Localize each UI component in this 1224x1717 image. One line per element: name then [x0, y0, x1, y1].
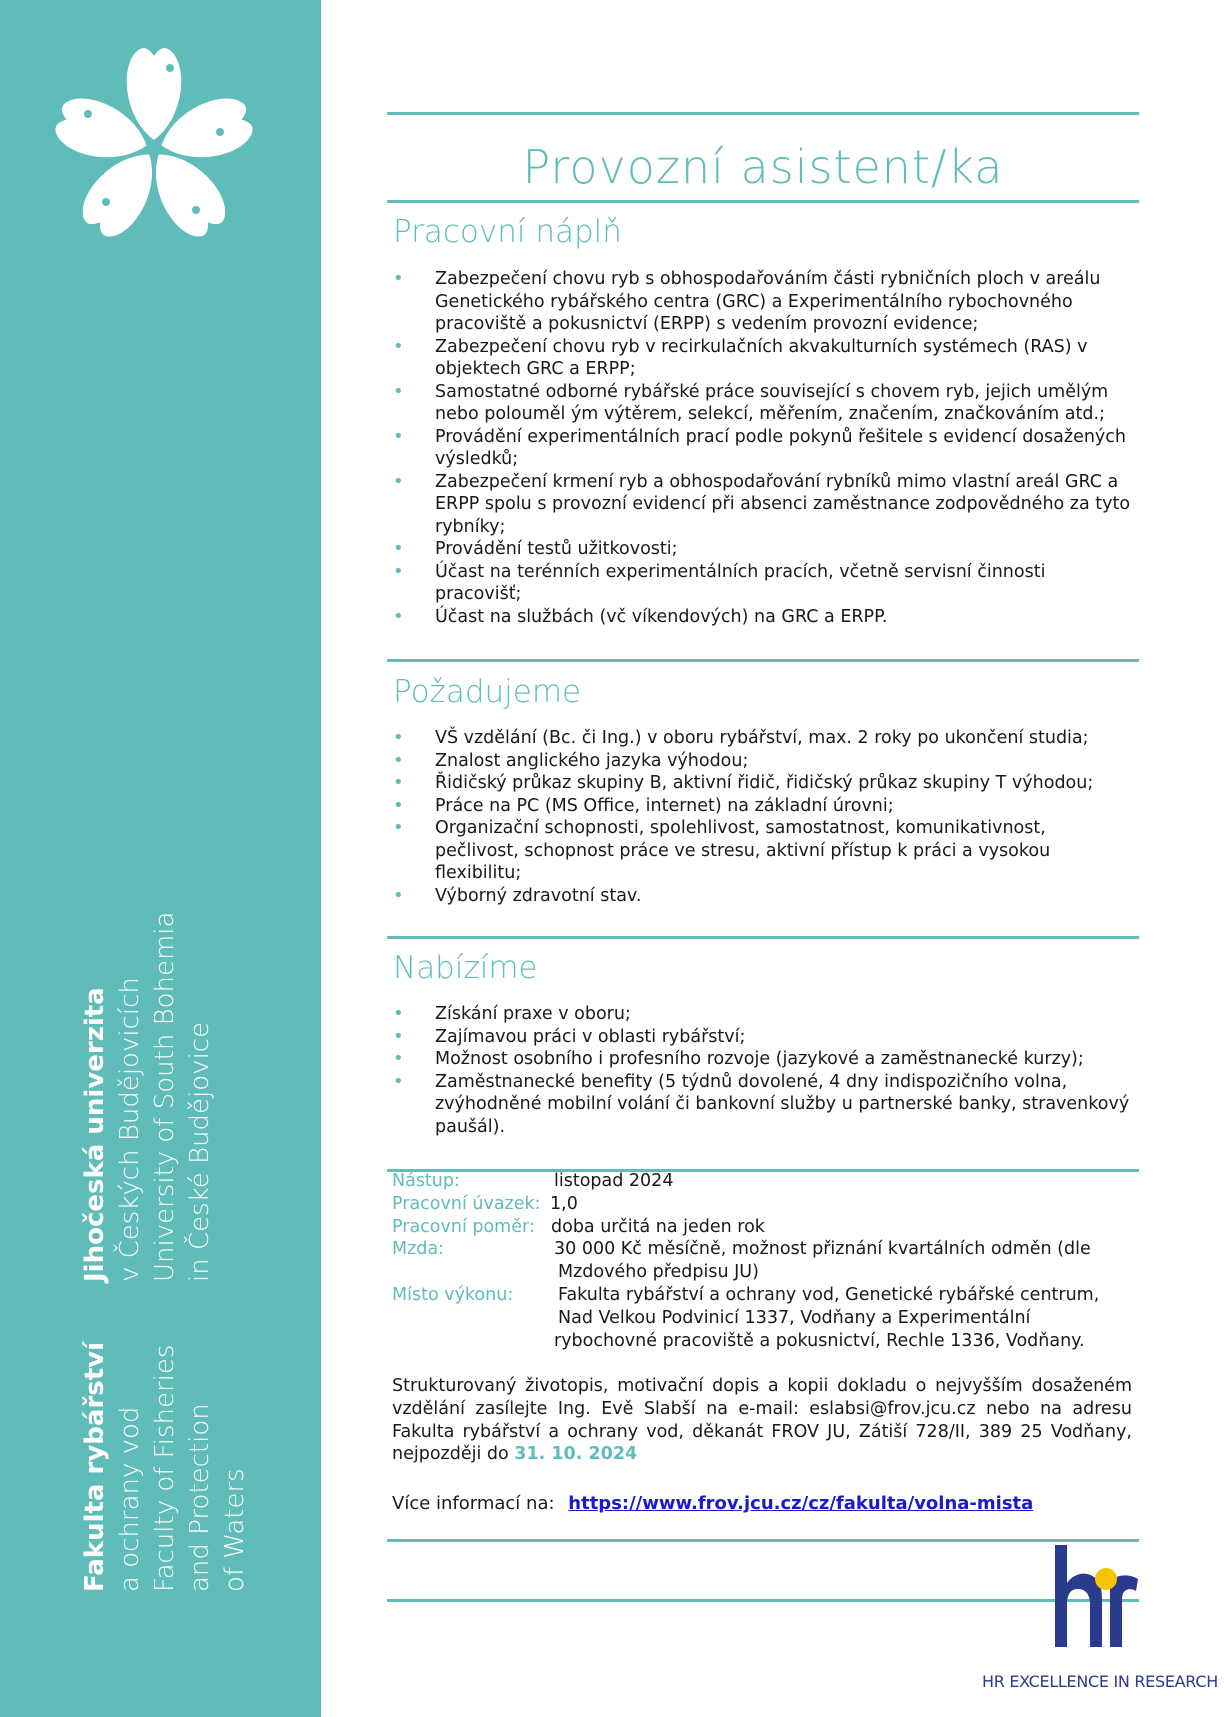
start-value: listopad 2024	[554, 1171, 674, 1191]
salary-value-line1: 30 000 Kč měsíčně, možnost přiznání kvartálních odměn (dle	[554, 1239, 1091, 1260]
detail-start	[392, 1170, 1137, 1193]
list-item: • Možnost osobního i profesního rozvoje (jazykové a zaměstnanecké kurzy);	[393, 1048, 1133, 1071]
list-item: • Účast na službách (vč víkendových) na GRC a ERPP.	[393, 606, 1133, 629]
university-en-line1: University of South Bohemia	[150, 911, 180, 1282]
list-item: • Výborný zdravotní stav.	[393, 885, 1133, 908]
deadline: 31. 10. 2024	[514, 1444, 638, 1465]
list-item: • Získání praxe v oboru;	[393, 1003, 1133, 1026]
contract-label: Pracovní poměr:	[392, 1216, 535, 1237]
list-item: • Samostatné odborné rybářské práce související s chovem ryb, jejich umělým nebo polouměl ým výtěrem, selekcí, měřením, značením, značkováním atd.;	[393, 381, 1133, 426]
fish-flower-logo-icon	[48, 42, 260, 254]
list-item: • Provádění experimentálních prací podle pokynů řešitele s evidencí dosažených výsledků;	[393, 426, 1133, 471]
university-cz-line1: Jihočeská univerzita	[80, 987, 110, 1282]
divider	[387, 1599, 1139, 1602]
university-en-line2: in České Budějovice	[185, 1021, 215, 1282]
hr-excellence-logo-icon	[1050, 1545, 1150, 1651]
requirements-list	[393, 727, 1133, 907]
detail-contract	[392, 1216, 1137, 1239]
detail-fte	[392, 1193, 1137, 1216]
list-item: • Práce na PC (MS Office, internet) na základní úrovni;	[393, 795, 1133, 818]
start-label: Nástup:	[392, 1171, 460, 1191]
divider	[387, 936, 1139, 939]
salary-value-line2: Mzdového předpisu JU)	[558, 1262, 759, 1283]
more-info	[392, 1493, 1033, 1514]
salary-label: Mzda:	[392, 1239, 445, 1260]
list-item: • Provádění testů užitkovosti;	[393, 538, 1133, 561]
page-title: Provozní asistent/ka	[522, 140, 1004, 194]
list-item: • Organizační schopnosti, spolehlivost, samostatnost, komunikativnost, pečlivost, schopnost práce ve stresu, aktivní přístup k práci a vysokou flexibilitu;	[393, 817, 1133, 885]
place-value-line2: Nad Velkou Podvinicí 1337, Vodňany a Experimentální	[558, 1307, 1031, 1328]
detail-salary	[392, 1238, 1137, 1284]
faculty-cz-line2: a ochrany vod	[115, 1406, 145, 1592]
list-item: • Zabezpečení chovu ryb v recirkulačních akvakulturních systémech (RAS) v objektech GRC a ERPP;	[393, 336, 1133, 381]
contract-value: doba určitá na jeden rok	[551, 1216, 765, 1237]
job-details	[392, 1170, 1137, 1352]
divider	[387, 1539, 1139, 1542]
divider	[387, 659, 1139, 662]
salary-value	[554, 1238, 1091, 1284]
offers-list	[393, 1003, 1133, 1138]
university-name-block	[78, 912, 218, 1282]
application-instructions	[392, 1375, 1132, 1466]
list-item: • Řidičský průkaz skupiny B, aktivní řidič, řidičský průkaz skupiny T výhodou;	[393, 772, 1133, 795]
more-info-label: Více informací na:	[392, 1493, 555, 1514]
divider	[387, 200, 1139, 203]
list-item: • Zaměstnanecké benefity (5 týdnů dovolené, 4 dny indispozičního volna, zvýhodněné mobilní volání či bankovní služby u partnerské banky, stravenkový paušál).	[393, 1071, 1133, 1139]
list-item: • Účast na terénních experimentálních pracích, včetně servisní činnosti pracovišť;	[393, 561, 1133, 606]
list-item: • Zajímavou práci v oblasti rybářství;	[393, 1026, 1133, 1049]
faculty-name-block	[78, 1342, 253, 1592]
place-value	[554, 1284, 1100, 1352]
place-label: Místo výkonu:	[392, 1284, 514, 1305]
faculty-cz-line1: Fakulta rybářství	[80, 1341, 110, 1592]
faculty-en-line2: and Protection	[185, 1403, 215, 1592]
faculty-en-line3: of Waters	[220, 1468, 250, 1592]
fte-value: 1,0	[550, 1193, 578, 1214]
list-item: • Zabezpečení krmení ryb a obhospodařování rybníků mimo vlastní areál GRC a ERPP spolu s provozní evidencí při absenci zaměstnance zodpovědného za tyto rybníky;	[393, 471, 1133, 539]
contact-text: Strukturovaný životopis, motivační dopis a kopii dokladu o nejvyšším dosaženém vzdělání zasílejte Ing. Evě Slabší na e-mail: eslabsi@frov.jcu.cz nebo na adresu Fakulta rybářství a ochrany vod, děkanát FROV JU, Zátiší 728/II, 389 25 Vodňany, nejpozději do	[392, 1376, 1132, 1465]
faculty-en-line1: Faculty of Fisheries	[150, 1344, 180, 1592]
divider	[387, 112, 1139, 115]
list-item: • Zabezpečení chovu ryb s obhospodařováním části rybničních ploch v areálu Genetického rybářského centra (GRC) a Experimentálního rybochovného pracoviště a pokusnictví (ERPP) s vedením provozní evidence;	[393, 268, 1133, 336]
list-item: • VŠ vzdělání (Bc. či Ing.) v oboru rybářství, max. 2 roky po ukončení studia;	[393, 727, 1133, 750]
place-value-line1: Fakulta rybářství a ochrany vod, Genetické rybářské centrum,	[558, 1284, 1100, 1305]
hr-excellence-caption: HR EXCELLENCE IN RESEARCH	[982, 1672, 1218, 1691]
duties-heading: Pracovní náplň	[393, 214, 622, 250]
sidebar	[0, 0, 321, 1717]
university-cz-line2: v Českých Budějovicích	[115, 977, 145, 1282]
duties-list	[393, 268, 1133, 628]
vacancies-link[interactable]: https://www.frov.jcu.cz/cz/fakulta/volna-mista	[568, 1493, 1034, 1514]
detail-place	[392, 1284, 1137, 1352]
offers-heading: Nabízíme	[393, 950, 538, 986]
place-value-line3: rybochovné pracoviště a pokusnictví, Rechle 1336, Vodňany.	[554, 1330, 1085, 1351]
fte-label: Pracovní úvazek:	[392, 1193, 541, 1214]
list-item: • Znalost anglického jazyka výhodou;	[393, 750, 1133, 773]
requirements-heading: Požadujeme	[393, 674, 582, 710]
